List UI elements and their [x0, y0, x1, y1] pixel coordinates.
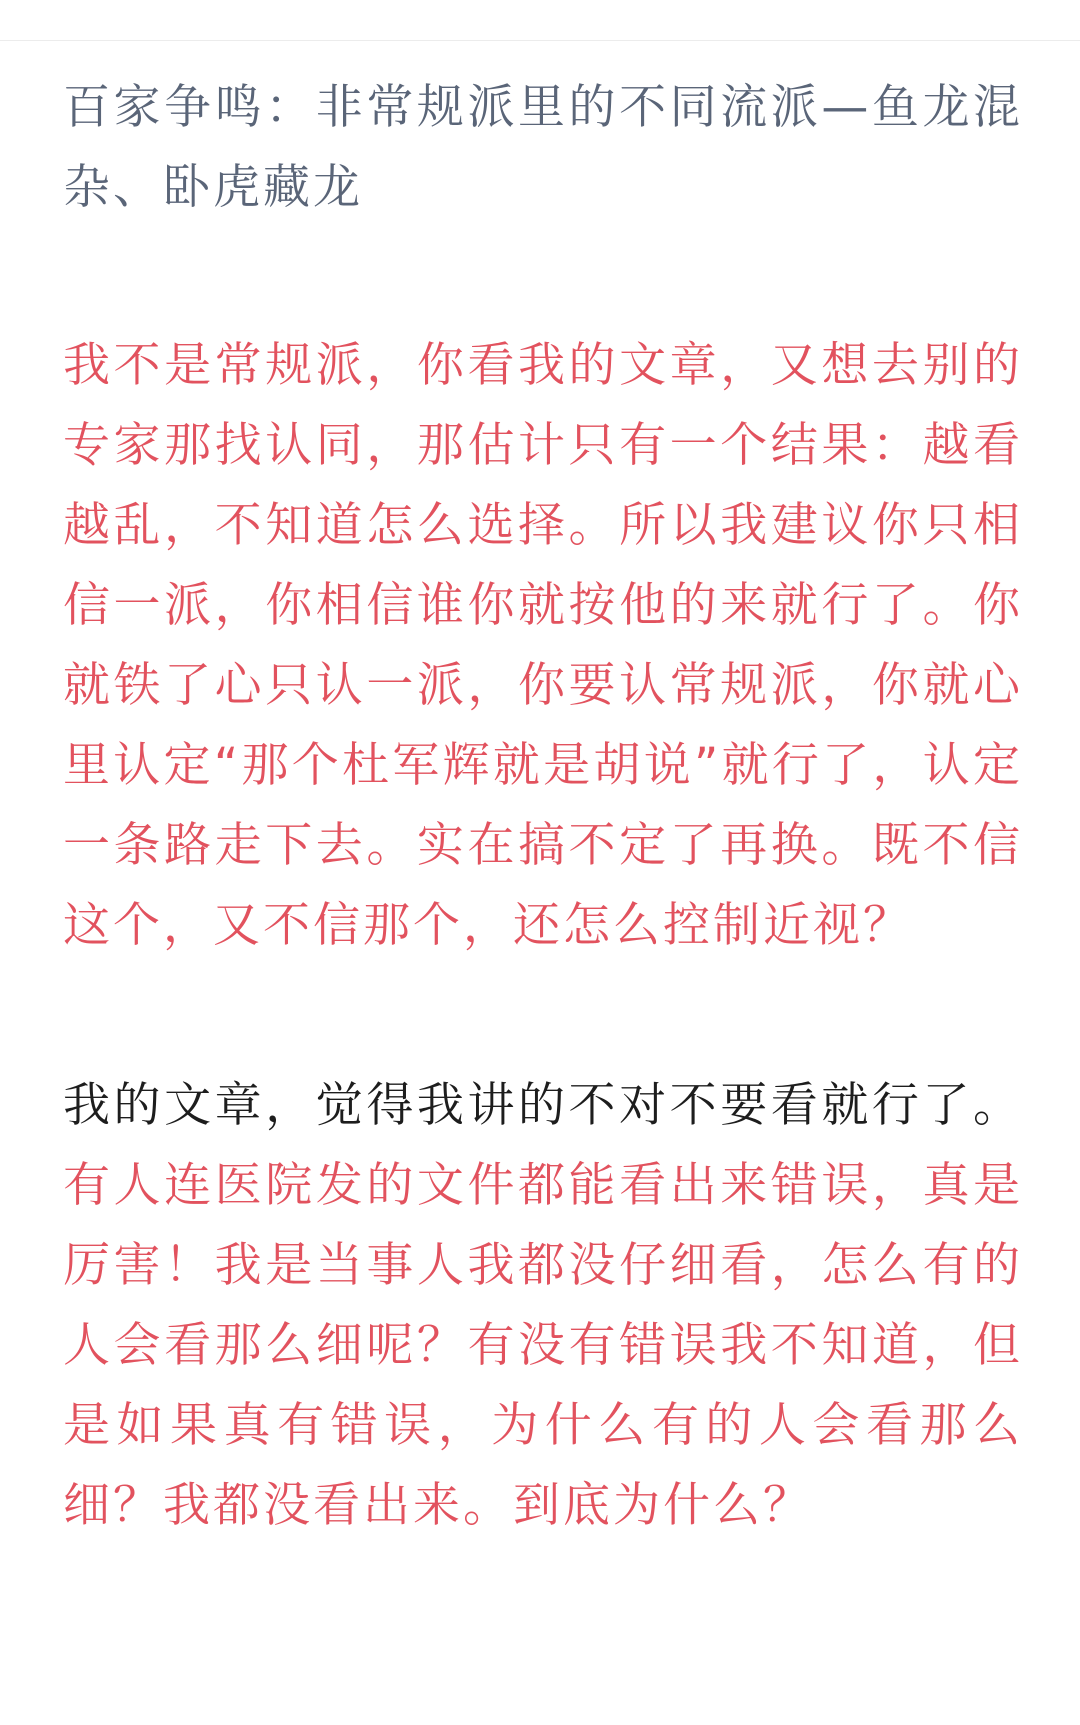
- paragraph-mixed: [63, 1066, 1023, 1546]
- top-divider: [0, 40, 1080, 41]
- article-title: 百家争鸣：非常规派里的不同流派—鱼龙混杂、卧虎藏龙: [63, 80, 1023, 215]
- paragraph-plain-text: 我的文章，觉得我讲的不对不要看就行了。: [63, 1078, 1023, 1133]
- paragraph-highlight-text: 有人连医院发的文件都能看出来错误，真是厉害！我是当事人我都没仔细看，怎么有的人会看那么细呢？有没有错误我不知道，但是如果真有错误，为什么有的人会看那么细？我都没看出来。到底为什么？: [63, 1158, 1023, 1533]
- article-body: [63, 68, 1023, 1546]
- spacer: [63, 228, 1023, 326]
- paragraph-highlighted: 我不是常规派，你看我的文章，又想去别的专家那找认同，那估计只有一个结果：越看越乱，不知道怎么选择。所以我建议你只相信一派，你相信谁你就按他的来就行了。你就铁了心只认一派，你要认常规派，你就心里认定“那个杜军辉就是胡说”就行了，认定一条路走下去。实在搞不定了再换。既不信这个，又不信那个，还怎么控制近视？: [63, 338, 1023, 953]
- spacer: [63, 966, 1023, 1066]
